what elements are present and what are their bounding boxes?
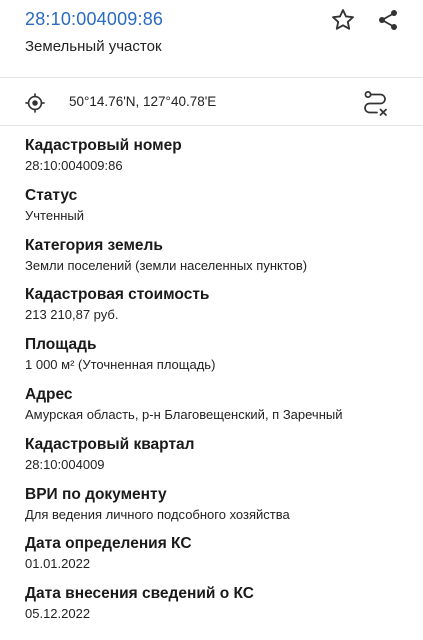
- parcel-header: [0, 0, 423, 78]
- detail-value: Для ведения личного подсобного хозяйства: [25, 506, 290, 522]
- detail-label: Кадастровый квартал: [25, 435, 195, 453]
- detail-label: ВРИ по документу: [25, 485, 167, 503]
- coordinates-text[interactable]: 50°14.76'N, 127°40.78'E: [69, 94, 217, 109]
- route-icon[interactable]: [360, 88, 390, 118]
- detail-label: Дата определения КС: [25, 535, 192, 553]
- detail-value: 28:10:004009: [25, 456, 105, 472]
- detail-label: Категория земель: [25, 236, 163, 254]
- detail-label: Дата внесения сведений о КС: [25, 585, 254, 603]
- share-icon[interactable]: [373, 5, 403, 35]
- detail-cadastral-quarter: [25, 435, 405, 485]
- detail-label: Статус: [25, 186, 78, 204]
- detail-value: 05.12.2022: [25, 606, 91, 622]
- coordinates-row: [0, 79, 423, 126]
- detail-cadastral-value: [25, 285, 405, 335]
- detail-value: Амурская область, р-н Благовещенский, п Заречный: [25, 406, 343, 422]
- detail-permitted-use: [25, 485, 405, 535]
- detail-valuation-date: [25, 534, 405, 584]
- detail-value: 01.01.2022: [25, 556, 91, 572]
- detail-label: Площадь: [25, 336, 97, 354]
- detail-area: [25, 335, 405, 385]
- detail-label: Адрес: [25, 385, 73, 403]
- star-icon[interactable]: [328, 5, 358, 35]
- detail-value: 1 000 м² (Уточненная площадь): [25, 357, 216, 373]
- detail-status: [25, 186, 405, 236]
- detail-value: 213 210,87 руб.: [25, 307, 119, 323]
- detail-value: 28:10:004009:86: [25, 158, 123, 173]
- detail-label: Кадастровый номер: [25, 137, 182, 154]
- detail-value: Учтенный: [25, 207, 85, 223]
- target-icon[interactable]: [23, 91, 47, 115]
- detail-land-category: [25, 236, 405, 286]
- detail-label: Кадастровая стоимость: [25, 286, 210, 304]
- detail-cadastral-number: [25, 136, 405, 186]
- details-list: [25, 136, 405, 634]
- detail-address: [25, 385, 405, 435]
- parcel-subtitle: Земельный участок: [25, 38, 162, 55]
- parcel-title[interactable]: 28:10:004009:86: [25, 9, 164, 29]
- detail-value: Земли поселений (земли населенных пунктов): [25, 257, 308, 273]
- detail-value-entry-date: [25, 584, 405, 634]
